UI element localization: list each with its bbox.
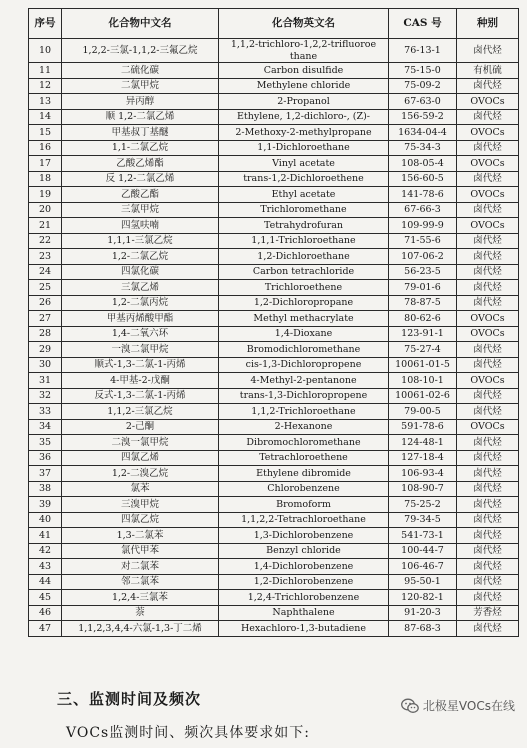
- cell-type: 卤代烃: [457, 512, 519, 528]
- cell-cas: 75-09-2: [389, 78, 457, 94]
- cell-type: 卤代烃: [457, 140, 519, 156]
- cell-cas: 108-10-1: [389, 373, 457, 389]
- cell-en-name: 1,2,4-Trichlorobenzene: [219, 590, 389, 606]
- cell-cn-name: 对二氯苯: [62, 559, 219, 575]
- cell-cn-name: 四氯乙烯: [62, 450, 219, 466]
- cell-no: 45: [29, 590, 62, 606]
- header-type: 种别: [457, 9, 519, 39]
- cell-cn-name: 邻二氯苯: [62, 574, 219, 590]
- table-row: [29, 621, 519, 637]
- cell-type: 卤代烃: [457, 481, 519, 497]
- cell-no: 47: [29, 621, 62, 637]
- cell-cas: 75-34-3: [389, 140, 457, 156]
- cell-cn-name: 1,3-二氯苯: [62, 528, 219, 544]
- cell-cas: 108-90-7: [389, 481, 457, 497]
- cell-cas: 120-82-1: [389, 590, 457, 606]
- table-row: [29, 156, 519, 172]
- cell-cn-name: 四氢呋喃: [62, 218, 219, 234]
- cell-type: 卤代烃: [457, 109, 519, 125]
- table-row: [29, 342, 519, 358]
- cell-type: OVOCs: [457, 373, 519, 389]
- cell-cn-name: 1,2-二溴乙烷: [62, 466, 219, 482]
- cell-cas: 80-62-6: [389, 311, 457, 327]
- cell-en-name: 1,2-Dichloroethane: [219, 249, 389, 265]
- cell-cas: 541-73-1: [389, 528, 457, 544]
- cell-no: 28: [29, 326, 62, 342]
- cell-no: 23: [29, 249, 62, 265]
- cell-no: 12: [29, 78, 62, 94]
- cell-cn-name: 4-甲基-2-戊酮: [62, 373, 219, 389]
- cell-no: 35: [29, 435, 62, 451]
- cell-en-name: 1,3-Dichlorobenzene: [219, 528, 389, 544]
- cell-cn-name: 甲基丙烯酸甲酯: [62, 311, 219, 327]
- cell-no: 25: [29, 280, 62, 296]
- table-row: [29, 280, 519, 296]
- table-row: [29, 590, 519, 606]
- cell-no: 24: [29, 264, 62, 280]
- cell-en-name: Bromodichloromethane: [219, 342, 389, 358]
- cell-no: 33: [29, 404, 62, 420]
- cell-no: 18: [29, 171, 62, 187]
- cell-en-name: Hexachloro-1,3-butadiene: [219, 621, 389, 637]
- table-row: [29, 63, 519, 79]
- cell-en-name: 2-Propanol: [219, 94, 389, 110]
- cell-type: 芳香烃: [457, 605, 519, 621]
- cell-type: 卤代烃: [457, 559, 519, 575]
- cell-no: 32: [29, 388, 62, 404]
- cell-type: OVOCs: [457, 419, 519, 435]
- cell-en-name: Dibromochloromethane: [219, 435, 389, 451]
- cell-type: 卤代烃: [457, 574, 519, 590]
- cell-no: 39: [29, 497, 62, 513]
- cell-type: 卤代烃: [457, 171, 519, 187]
- cell-no: 16: [29, 140, 62, 156]
- cell-en-name: 2-Hexanone: [219, 419, 389, 435]
- cell-en-name: Tetrahydrofuran: [219, 218, 389, 234]
- cell-no: 40: [29, 512, 62, 528]
- cell-cas: 91-20-3: [389, 605, 457, 621]
- cell-cn-name: 甲基叔丁基醚: [62, 125, 219, 141]
- table-row: [29, 326, 519, 342]
- cell-cn-name: 1,1,1-三氯乙烷: [62, 233, 219, 249]
- table-row: [29, 249, 519, 265]
- cell-en-name: 1,1,2-Trichloroethane: [219, 404, 389, 420]
- cell-no: 29: [29, 342, 62, 358]
- cell-en-name: Chlorobenzene: [219, 481, 389, 497]
- header-en-name: 化合物英文名: [219, 9, 389, 39]
- cell-type: 卤代烃: [457, 264, 519, 280]
- cell-no: 36: [29, 450, 62, 466]
- table-row: [29, 466, 519, 482]
- cell-cas: 109-99-9: [389, 218, 457, 234]
- cell-en-name: Tetrachloroethene: [219, 450, 389, 466]
- cell-en-name: Benzyl chloride: [219, 543, 389, 559]
- cell-type: OVOCs: [457, 326, 519, 342]
- cell-no: 22: [29, 233, 62, 249]
- cell-no: 34: [29, 419, 62, 435]
- table-row: [29, 512, 519, 528]
- cell-en-name: Carbon tetrachloride: [219, 264, 389, 280]
- section-text: VOCs监测时间、频次具体要求如下:: [66, 725, 310, 741]
- cell-en-name: Vinyl acetate: [219, 156, 389, 172]
- cell-type: 卤代烃: [457, 435, 519, 451]
- cell-cas: 123-91-1: [389, 326, 457, 342]
- table-row: [29, 264, 519, 280]
- table-row: [29, 233, 519, 249]
- cell-en-name: 1,1,2,2-Tetrachloroethane: [219, 512, 389, 528]
- cell-cas: 1634-04-4: [389, 125, 457, 141]
- table-row: [29, 435, 519, 451]
- cell-cn-name: 二氯甲烷: [62, 78, 219, 94]
- table-row: [29, 78, 519, 94]
- cell-en-name: 4-Methyl-2-pentanone: [219, 373, 389, 389]
- table-header-row: [29, 9, 519, 39]
- cell-cas: 127-18-4: [389, 450, 457, 466]
- cell-cn-name: 1,2,2-三氯-1,1,2-三氟乙烷: [62, 39, 219, 63]
- cell-type: 卤代烃: [457, 388, 519, 404]
- cell-cas: 95-50-1: [389, 574, 457, 590]
- cell-cas: 156-59-2: [389, 109, 457, 125]
- cell-cn-name: 1,1,2,3,4,4-六氯-1,3-丁二烯: [62, 621, 219, 637]
- cell-no: 11: [29, 63, 62, 79]
- header-no: 序号: [29, 9, 62, 39]
- cell-cn-name: 二硫化碳: [62, 63, 219, 79]
- cell-cas: 106-46-7: [389, 559, 457, 575]
- table-row: [29, 404, 519, 420]
- cell-type: OVOCs: [457, 187, 519, 203]
- cell-cn-name: 反 1,2-二氯乙烯: [62, 171, 219, 187]
- cell-no: 43: [29, 559, 62, 575]
- cell-cn-name: 四氯化碳: [62, 264, 219, 280]
- cell-no: 41: [29, 528, 62, 544]
- cell-en-name: Ethylene, 1,2-dichloro-, (Z)-: [219, 109, 389, 125]
- cell-en-name: 1,1,2-trichloro-1,2,2-trifluoroe thane: [219, 39, 389, 63]
- table-row: [29, 373, 519, 389]
- cell-type: 卤代烃: [457, 342, 519, 358]
- cell-cas: 79-01-6: [389, 280, 457, 296]
- table-row: [29, 450, 519, 466]
- table-row: [29, 187, 519, 203]
- cell-en-name: trans-1,2-Dichloroethene: [219, 171, 389, 187]
- cell-no: 26: [29, 295, 62, 311]
- cell-cn-name: 1,2-二氯乙烷: [62, 249, 219, 265]
- cell-type: 卤代烃: [457, 249, 519, 265]
- header-cn-name: 化合物中文名: [62, 9, 219, 39]
- cell-type: 卤代烃: [457, 295, 519, 311]
- table-row: [29, 125, 519, 141]
- cell-cas: 100-44-7: [389, 543, 457, 559]
- cell-en-name: Naphthalene: [219, 605, 389, 621]
- cell-en-name: Ethylene dibromide: [219, 466, 389, 482]
- cell-en-name: Carbon disulfide: [219, 63, 389, 79]
- cell-no: 19: [29, 187, 62, 203]
- cell-cas: 156-60-5: [389, 171, 457, 187]
- cell-type: OVOCs: [457, 218, 519, 234]
- header-cas: CAS 号: [389, 9, 457, 39]
- cell-type: 卤代烃: [457, 78, 519, 94]
- cell-en-name: 1,4-Dichlorobenzene: [219, 559, 389, 575]
- cell-cn-name: 一溴二氯甲烷: [62, 342, 219, 358]
- cell-cn-name: 乙酸乙酯: [62, 187, 219, 203]
- cell-cn-name: 三溴甲烷: [62, 497, 219, 513]
- cell-no: 13: [29, 94, 62, 110]
- cell-type: 有机硫: [457, 63, 519, 79]
- cell-type: OVOCs: [457, 156, 519, 172]
- table-row: [29, 39, 519, 63]
- cell-cas: 79-00-5: [389, 404, 457, 420]
- cell-cas: 56-23-5: [389, 264, 457, 280]
- cell-cas: 107-06-2: [389, 249, 457, 265]
- table-row: [29, 388, 519, 404]
- table-row: [29, 140, 519, 156]
- wechat-icon: [401, 698, 419, 714]
- cell-cn-name: 异丙醇: [62, 94, 219, 110]
- cell-type: OVOCs: [457, 311, 519, 327]
- cell-cas: 108-05-4: [389, 156, 457, 172]
- section-heading: 三、监测时间及频次: [57, 690, 202, 708]
- table-row: [29, 497, 519, 513]
- cell-cn-name: 氯苯: [62, 481, 219, 497]
- cell-cn-name: 2-己酮: [62, 419, 219, 435]
- cell-type: 卤代烃: [457, 357, 519, 373]
- cell-en-name: Methylene chloride: [219, 78, 389, 94]
- cell-cas: 10061-01-5: [389, 357, 457, 373]
- cell-en-name: Methyl methacrylate: [219, 311, 389, 327]
- cell-cas: 591-78-6: [389, 419, 457, 435]
- cell-type: 卤代烃: [457, 543, 519, 559]
- cell-type: 卤代烃: [457, 497, 519, 513]
- table-row: [29, 574, 519, 590]
- cell-cn-name: 二溴一氯甲烷: [62, 435, 219, 451]
- cell-en-name: 1,2-Dichlorobenzene: [219, 574, 389, 590]
- cell-en-name: Bromoform: [219, 497, 389, 513]
- cell-cas: 75-25-2: [389, 497, 457, 513]
- table-row: [29, 481, 519, 497]
- cell-cn-name: 1,4-二氧六环: [62, 326, 219, 342]
- cell-en-name: 2-Methoxy-2-methylpropane: [219, 125, 389, 141]
- cell-no: 17: [29, 156, 62, 172]
- table-row: [29, 295, 519, 311]
- table-row: [29, 528, 519, 544]
- cell-cn-name: 1,2-二氯丙烷: [62, 295, 219, 311]
- cell-en-name: Ethyl acetate: [219, 187, 389, 203]
- table-row: [29, 311, 519, 327]
- cell-cn-name: 1,2,4-三氯苯: [62, 590, 219, 606]
- cell-cas: 87-68-3: [389, 621, 457, 637]
- cell-no: 20: [29, 202, 62, 218]
- cell-no: 21: [29, 218, 62, 234]
- cell-no: 37: [29, 466, 62, 482]
- cell-type: 卤代烃: [457, 39, 519, 63]
- table-row: [29, 605, 519, 621]
- cell-cas: 71-55-6: [389, 233, 457, 249]
- cell-cas: 106-93-4: [389, 466, 457, 482]
- cell-type: 卤代烃: [457, 528, 519, 544]
- cell-en-name: Trichloroethene: [219, 280, 389, 296]
- cell-no: 27: [29, 311, 62, 327]
- cell-en-name: 1,1,1-Trichloroethane: [219, 233, 389, 249]
- voc-compound-table: [28, 8, 519, 637]
- table-row: [29, 357, 519, 373]
- table-row: [29, 419, 519, 435]
- cell-cas: 124-48-1: [389, 435, 457, 451]
- cell-type: OVOCs: [457, 94, 519, 110]
- cell-cas: 79-34-5: [389, 512, 457, 528]
- cell-cas: 67-63-0: [389, 94, 457, 110]
- table-row: [29, 218, 519, 234]
- cell-no: 10: [29, 39, 62, 63]
- cell-no: 38: [29, 481, 62, 497]
- watermark: [401, 697, 515, 714]
- cell-cas: 10061-02-6: [389, 388, 457, 404]
- cell-cas: 76-13-1: [389, 39, 457, 63]
- cell-cas: 67-66-3: [389, 202, 457, 218]
- watermark-text: 北极星VOCs在线: [422, 699, 515, 713]
- cell-cn-name: 乙酸乙烯酯: [62, 156, 219, 172]
- cell-type: 卤代烃: [457, 404, 519, 420]
- table-row: [29, 559, 519, 575]
- table-row: [29, 202, 519, 218]
- cell-no: 14: [29, 109, 62, 125]
- cell-type: 卤代烃: [457, 233, 519, 249]
- cell-cn-name: 1,1,2-三氯乙烷: [62, 404, 219, 420]
- cell-type: 卤代烃: [457, 450, 519, 466]
- cell-en-name: 1,1-Dichloroethane: [219, 140, 389, 156]
- cell-en-name: 1,2-Dichloropropane: [219, 295, 389, 311]
- cell-cn-name: 四氯乙烷: [62, 512, 219, 528]
- table-row: [29, 109, 519, 125]
- table-row: [29, 94, 519, 110]
- cell-en-name: 1,4-Dioxane: [219, 326, 389, 342]
- cell-no: 44: [29, 574, 62, 590]
- cell-cn-name: 顺 1,2-二氯乙烯: [62, 109, 219, 125]
- cell-type: 卤代烃: [457, 202, 519, 218]
- cell-type: 卤代烃: [457, 280, 519, 296]
- cell-no: 30: [29, 357, 62, 373]
- cell-cn-name: 三氯乙烯: [62, 280, 219, 296]
- cell-no: 42: [29, 543, 62, 559]
- cell-type: OVOCs: [457, 125, 519, 141]
- table-row: [29, 171, 519, 187]
- cell-cn-name: 三氯甲烷: [62, 202, 219, 218]
- cell-cn-name: 反式-1,3-二氯-1-丙烯: [62, 388, 219, 404]
- cell-no: 31: [29, 373, 62, 389]
- cell-type: 卤代烃: [457, 466, 519, 482]
- cell-no: 15: [29, 125, 62, 141]
- cell-no: 46: [29, 605, 62, 621]
- cell-type: 卤代烃: [457, 590, 519, 606]
- cell-en-name: cis-1,3-Dichloropropene: [219, 357, 389, 373]
- cell-cn-name: 萘: [62, 605, 219, 621]
- cell-type: 卤代烃: [457, 621, 519, 637]
- cell-cn-name: 1,1-二氯乙烷: [62, 140, 219, 156]
- cell-cas: 141-78-6: [389, 187, 457, 203]
- cell-cn-name: 氯代甲苯: [62, 543, 219, 559]
- cell-en-name: Trichloromethane: [219, 202, 389, 218]
- cell-en-name: trans-1,3-Dichloropropene: [219, 388, 389, 404]
- cell-cn-name: 顺式-1,3-二氯-1-丙烯: [62, 357, 219, 373]
- cell-cas: 75-27-4: [389, 342, 457, 358]
- table-row: [29, 543, 519, 559]
- cell-cas: 78-87-5: [389, 295, 457, 311]
- cell-cas: 75-15-0: [389, 63, 457, 79]
